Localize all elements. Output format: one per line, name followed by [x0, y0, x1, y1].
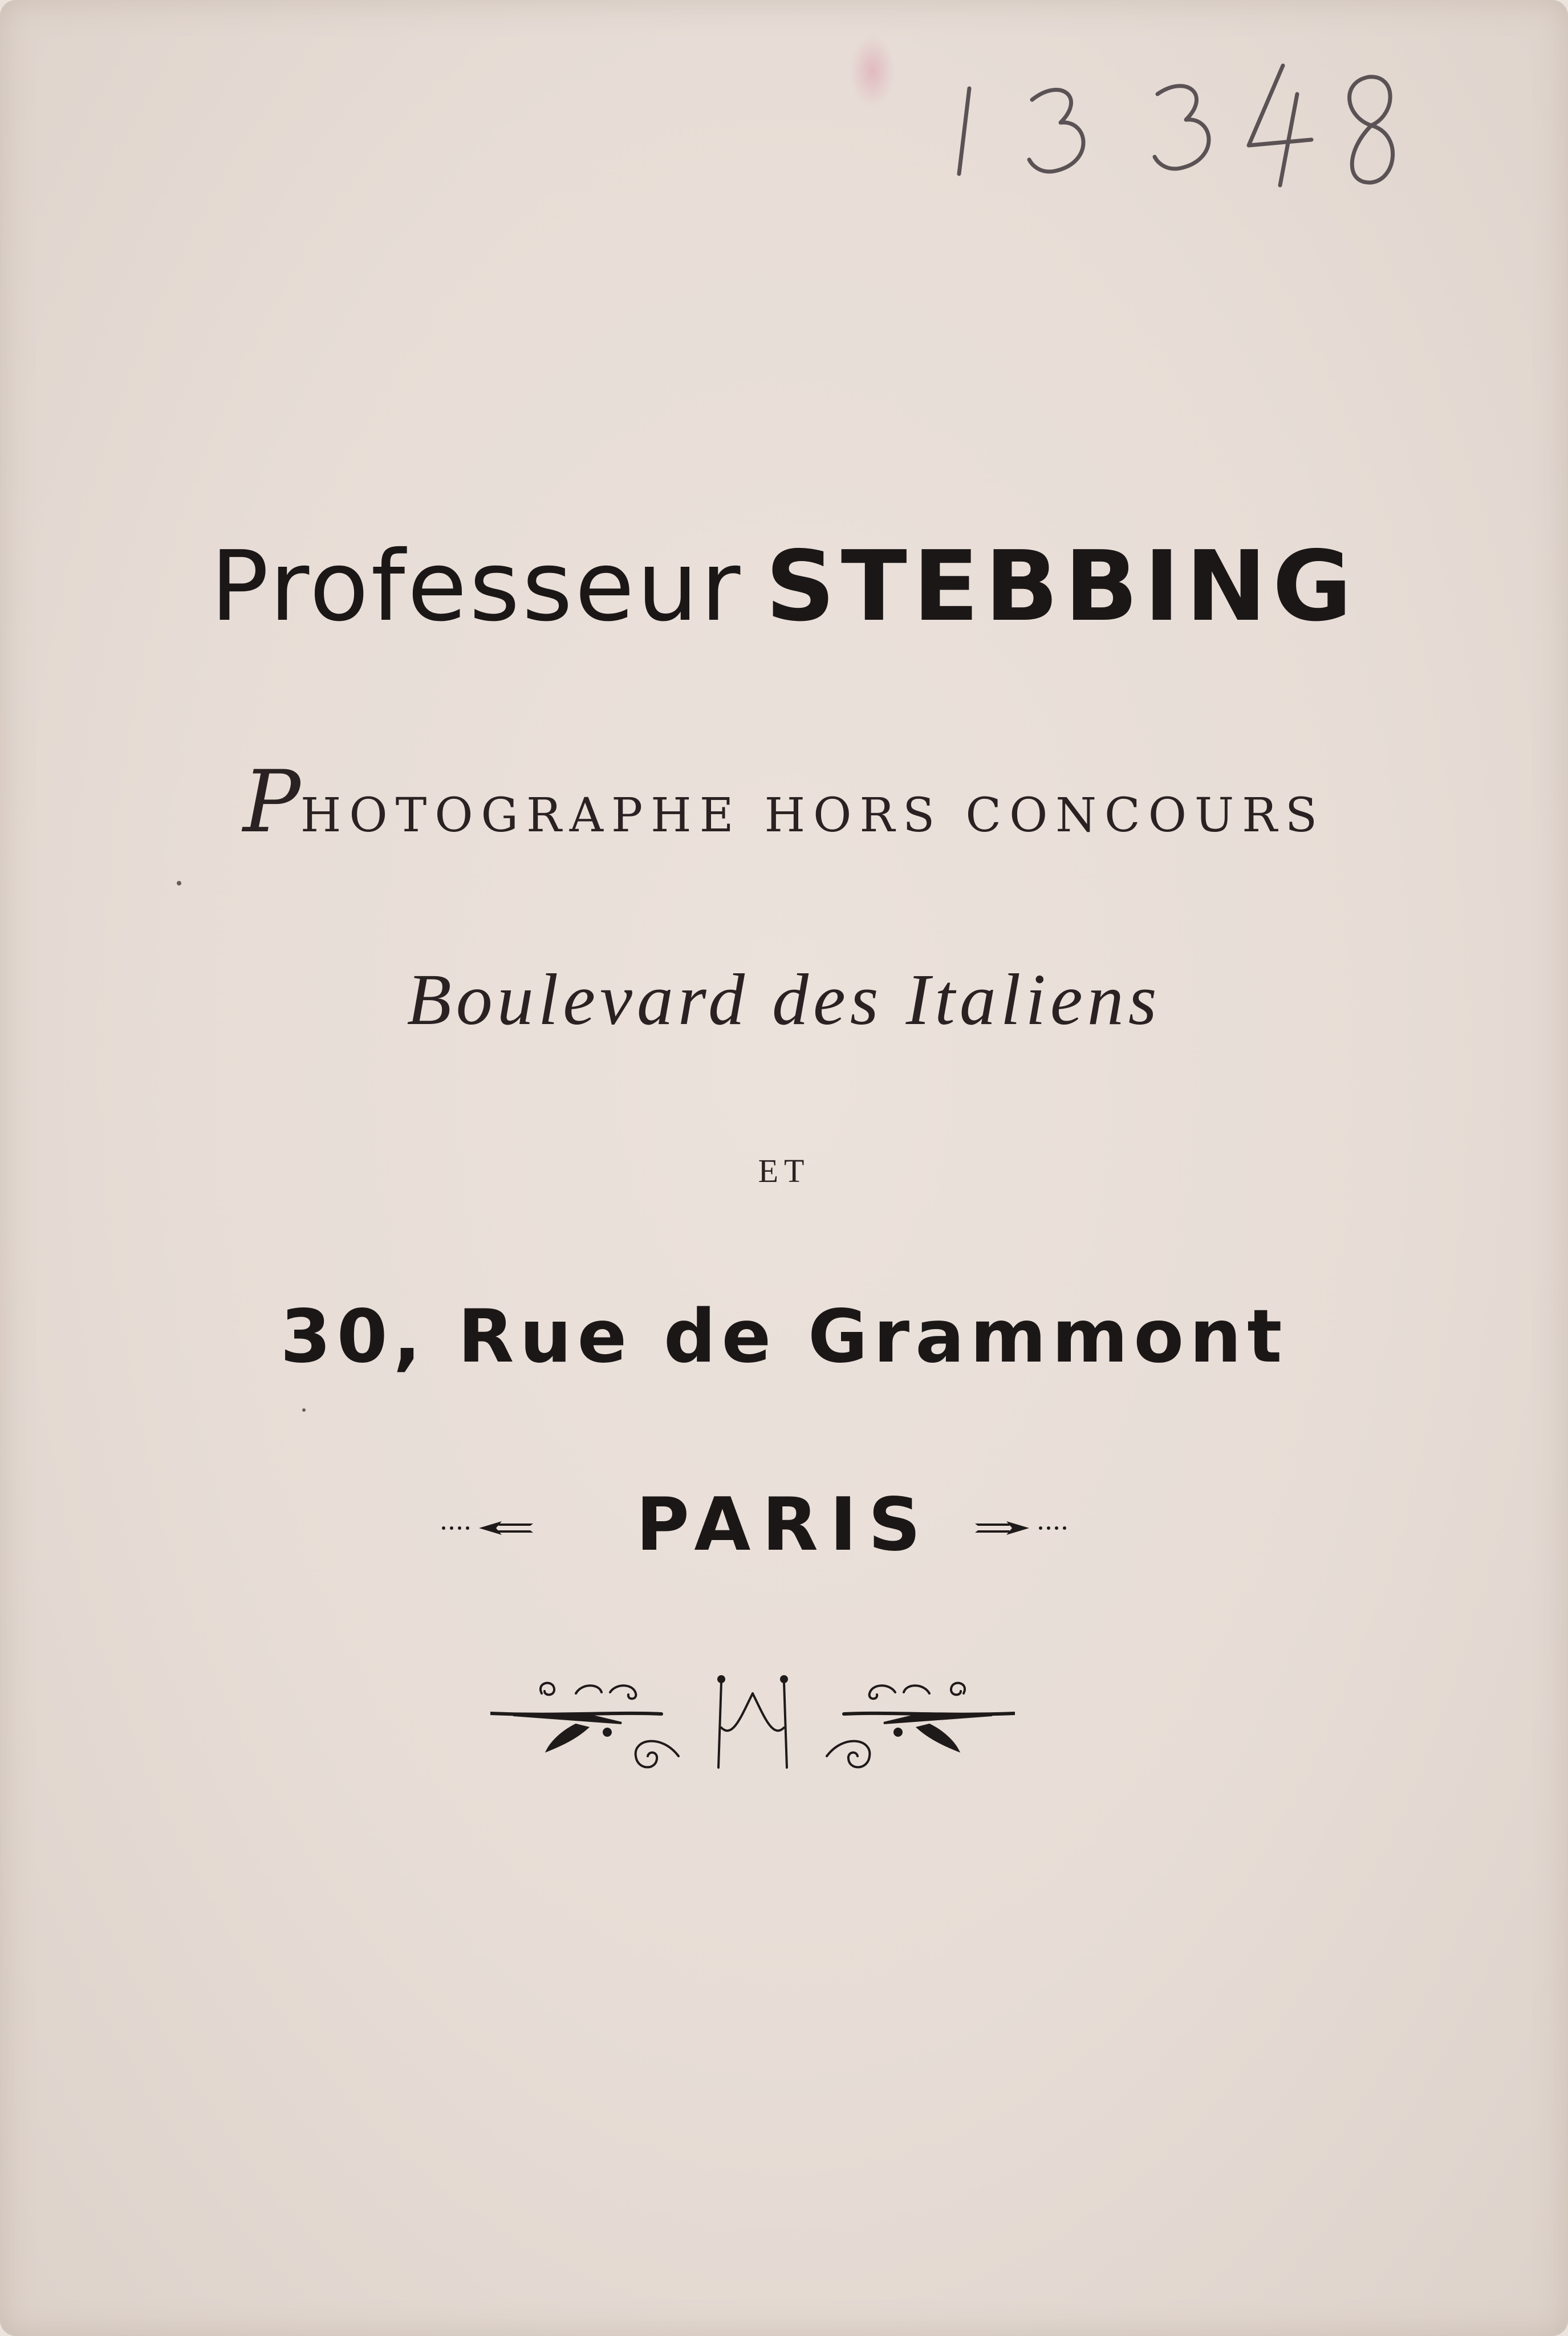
paper-speck [302, 1408, 306, 1412]
profession-initial: P [242, 753, 300, 852]
surname: STEBBING [765, 530, 1358, 643]
address-line-1: Boulevard des Italiens [407, 959, 1161, 1040]
city: PARIS [636, 1482, 932, 1567]
photographer-name [0, 530, 1568, 643]
handwritten-catalog-number [947, 54, 1414, 214]
profession-line [0, 753, 1568, 852]
scroll-flourish-icon [490, 1671, 1015, 1785]
paper-speck [177, 881, 181, 885]
right-ornament-icon [966, 1517, 1069, 1539]
address-line-2: 30, Rue de Grammont [280, 1294, 1288, 1379]
ink-stain [850, 34, 895, 108]
profession-text: HOTOGRAPHE HORS CONCOURS [300, 789, 1326, 843]
title-prefix: Professeur [210, 530, 743, 643]
conjunction: ET [758, 1152, 810, 1189]
